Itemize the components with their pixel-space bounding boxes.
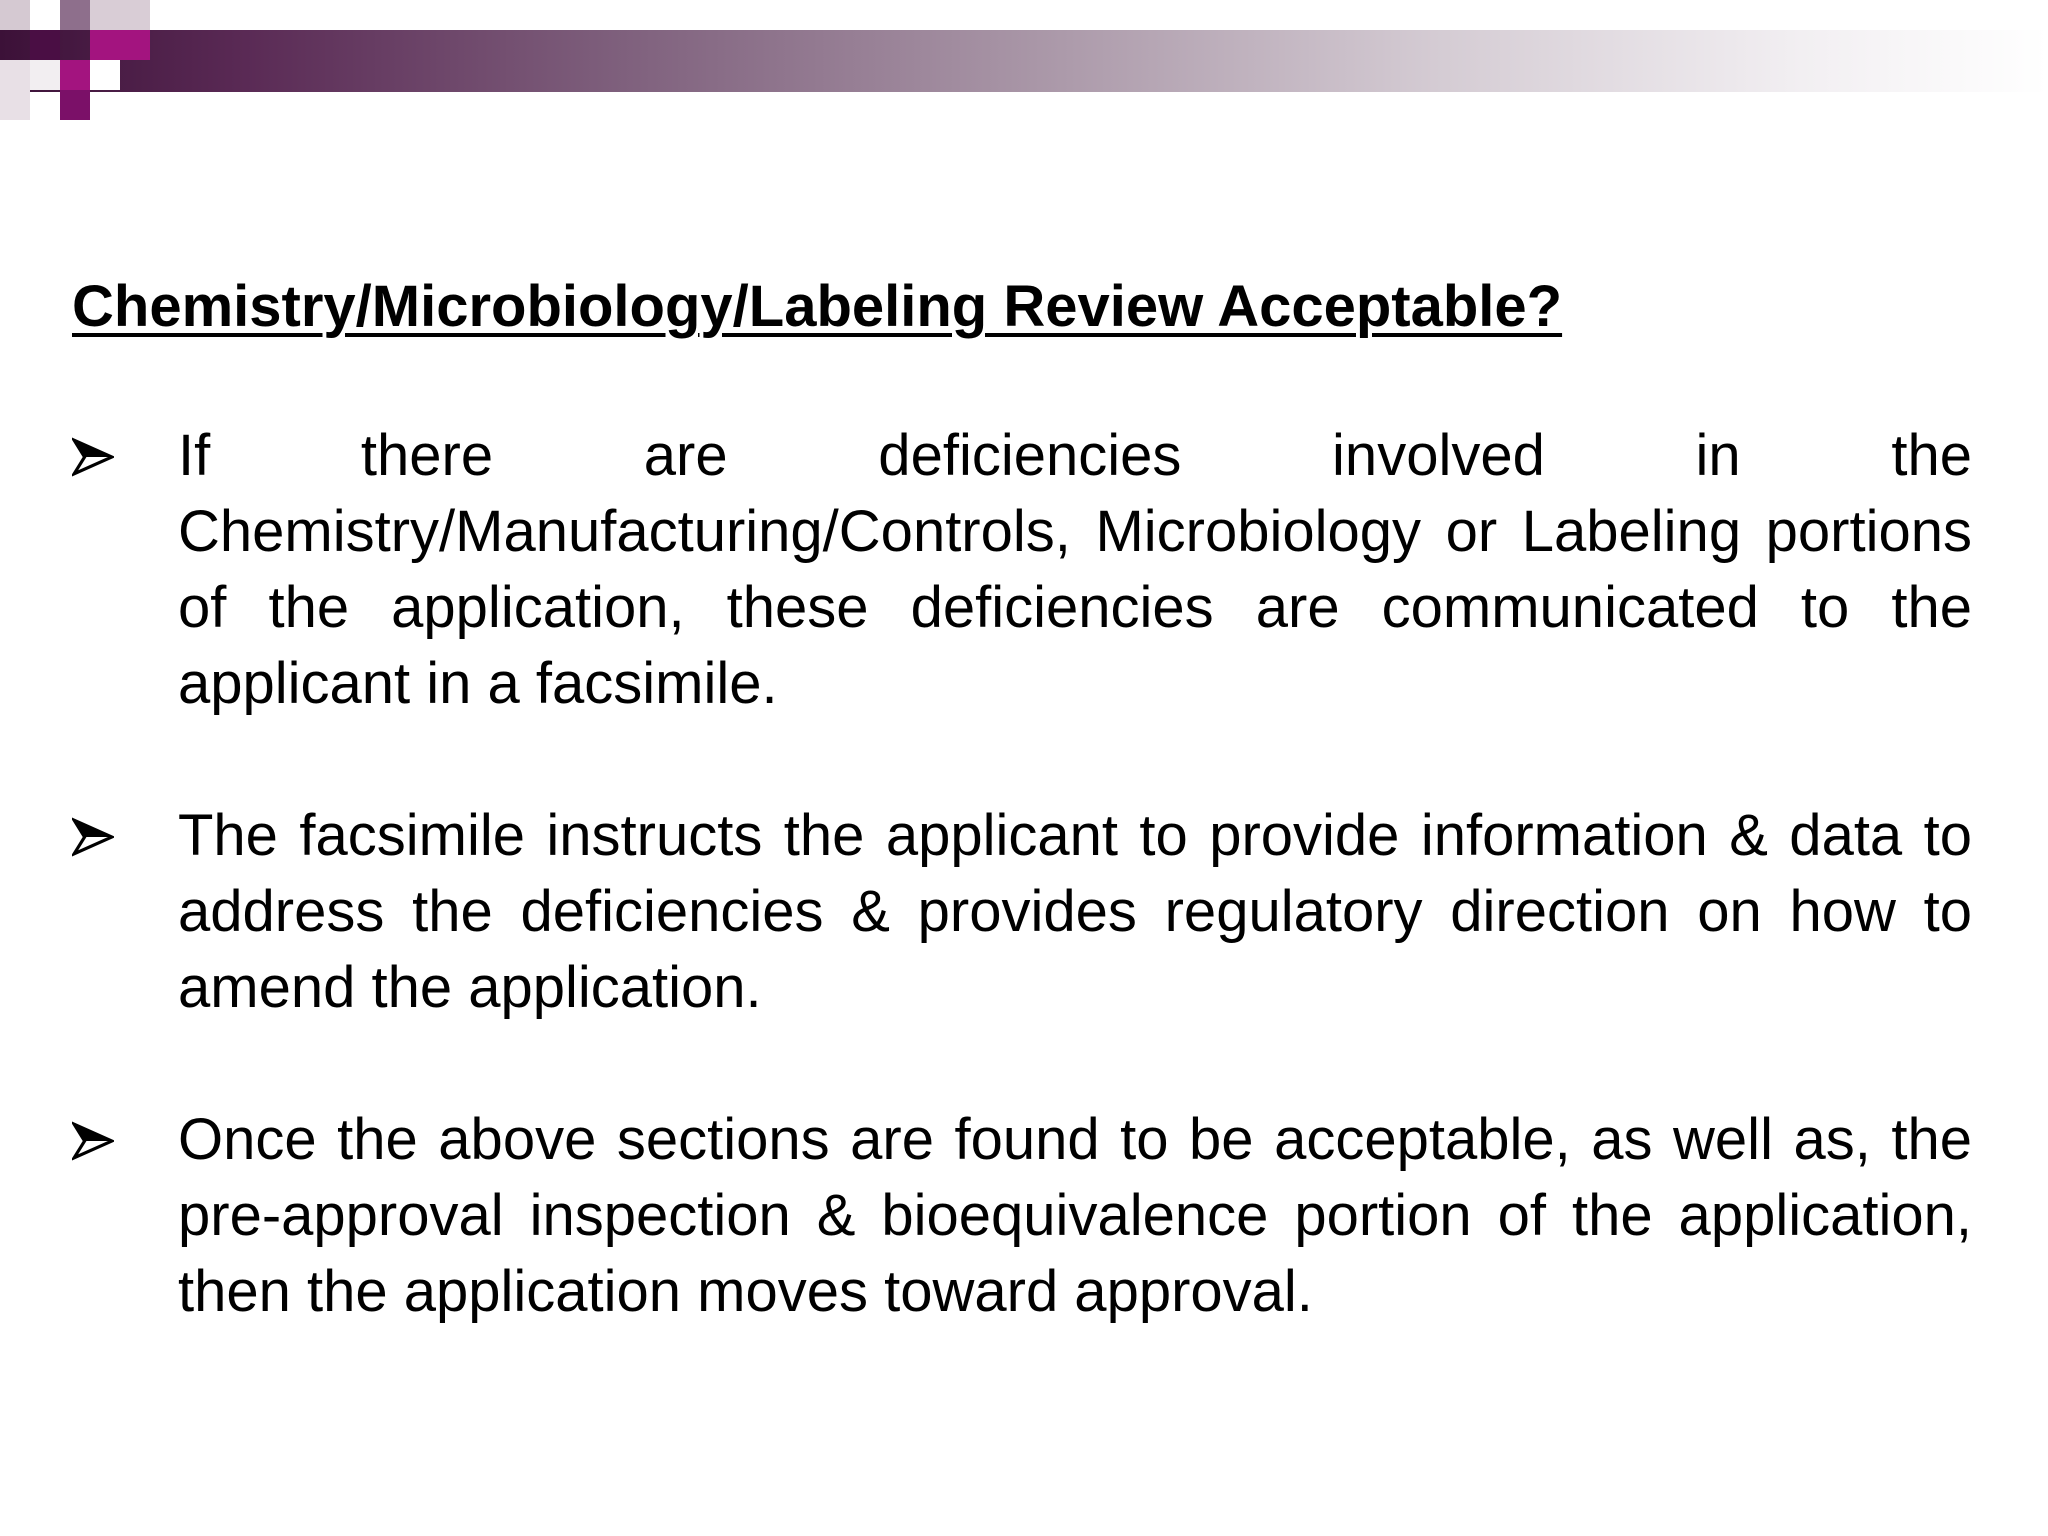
header-square-decoration [60, 60, 90, 90]
bullet-text: The facsimile instructs the applicant to provide information & data to address the deficiencies & provides regulatory direction on how to amend the application. [178, 803, 1972, 1020]
bullet-list [72, 418, 1972, 1406]
header-square-decoration [60, 0, 90, 30]
bullet-text: Once the above sections are found to be acceptable, as well as, the pre-approval inspection & bioequivalence portion of the application, then the application moves toward approval. [178, 1107, 1972, 1324]
bullet-item [72, 798, 1972, 1026]
bullet-text: If there are deficiencies involved in the Chemistry/Manufacturing/Controls, Microbiology or Labeling portions of the application, these deficiencies are communicated to the applicant in a facsimile. [178, 423, 1972, 716]
header-square-decoration [90, 60, 120, 90]
header-gradient-band [0, 30, 2048, 92]
arrowhead-bullet-icon [72, 1120, 114, 1162]
slide-title: Chemistry/Microbiology/Labeling Review Acceptable? [72, 274, 1563, 339]
header-square-decoration [0, 60, 30, 120]
bullet-item [72, 1102, 1972, 1330]
header-square-decoration [30, 30, 60, 60]
header-square-decoration [60, 90, 90, 120]
arrowhead-bullet-icon [72, 816, 114, 858]
header-square-decoration [90, 30, 150, 60]
header-square-decoration [0, 0, 30, 30]
arrowhead-bullet-icon [72, 436, 114, 478]
header-square-decoration [90, 0, 150, 30]
bullet-item [72, 418, 1972, 722]
header-square-decoration [30, 60, 60, 90]
